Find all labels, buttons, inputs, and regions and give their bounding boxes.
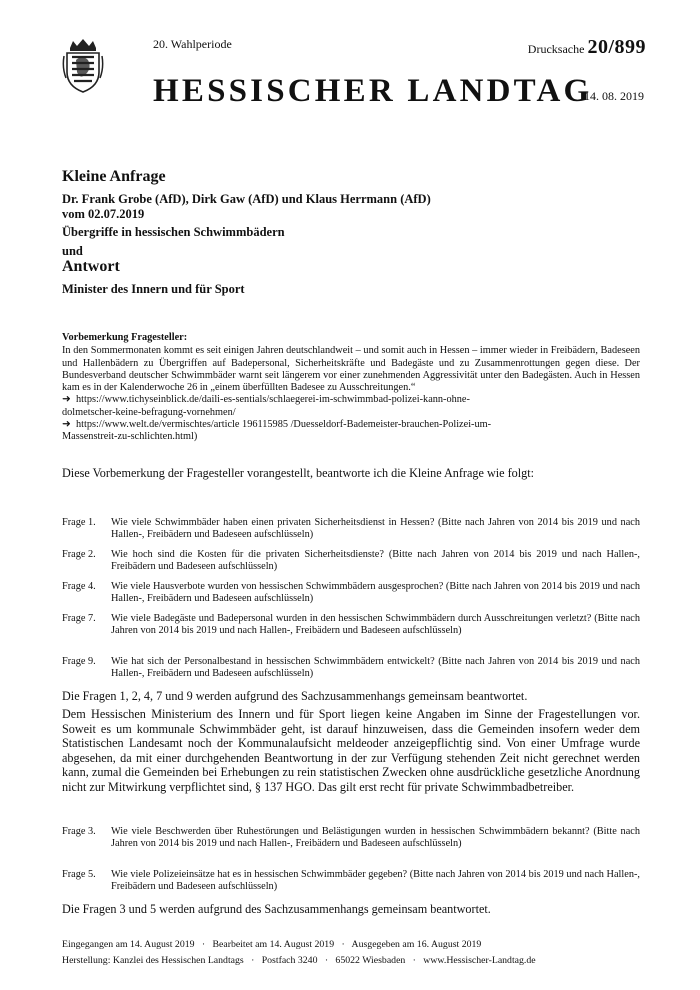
question-item xyxy=(62,869,640,894)
question-text: Wie viele Badegäste und Badepersonal wurden in den hessischen Schwimmbädern durch Ausschreitungen verletzt? (Bitte nach Jahren von 2014 bis 2019 und nach Hallen-, Freibädern und Badeseen aufschlüsseln) xyxy=(111,613,640,637)
vorbemerkung-text: In den Sommermonaten kommt es seit einigen Jahren deutschlandweit – und somit auch in Hessen – immer wieder in Freibädern, Badeseen und Hallenbädern zu Übergriffen auf Badepersonal, Sicherheitskräfte und Badegäste und zu Zusammenrottungen gegen diese. Der Bundesverband deutscher Schwimmbäder warnt seit längerem vor einer zunehmenden Aggressivität unter den Badegästen. Auch in Hessen kam es in der Kalenderwoche 26 in „einem überfüllten Badesee zu Ausschreitungen.“ xyxy=(62,345,640,394)
answer-paragraph: Dem Hessischen Ministerium des Innern und für Sport liegen keine Angaben im Sinne der Fragestellungen vor. Soweit es um kommunale Schwimmbäder geht, ist darauf hinzuweisen, dass die Gemeinden insofern weder dem Statistischen Landesamt noch der Kommunalaufsicht meldeoder anzeigepflichtig sind. Von einer Umfrage wurde abgesehen, da mit einer durchgehenden Beantwortung in der zur Verfügung stehenden Zeit nicht gerechnet werden kann, zumal die Gemeinden bei Erhebungen zu rein statistischen Zwecken ohne ausdrückliche gesetzliche Anordnung nicht zur Mitwirkung verpflichtet sind, § 137 HGO. Das gilt erst recht für private Schwimmbadbetreiber. xyxy=(62,707,640,794)
answer-intro: Die Fragen 3 und 5 werden aufgrund des Sachzusammenhangs gemeinsam beantwortet. xyxy=(62,902,491,916)
question-text: Wie viele Schwimmbäder haben einen privaten Sicherheitsdienst in Hessen? (Bitte nach Jahren von 2014 bis 2019 und nach Hallen-, Freibädern und Badeseen aufschlüsseln) xyxy=(111,517,640,541)
authors-names: Dr. Frank Grobe (AfD), Dirk Gaw (AfD) und Klaus Herrmann (AfD) xyxy=(62,192,431,206)
und-label: und xyxy=(62,244,83,258)
drucksache-label: Drucksache xyxy=(527,42,585,56)
source-link-line1: https://www.welt.de/vermischtes/article 196115985 /Duesseldorf-Bademeister-brauchen-Polizei-um- xyxy=(76,419,492,431)
question-label: Frage 4. xyxy=(62,581,96,592)
arrow-right-icon: ➜ xyxy=(62,394,71,406)
question-text: Wie hoch sind die Kosten für die privaten Sicherheitsdienste? (Bitte nach Jahren von 2014 bis 2019 und nach Hallen-, Freibädern und Badeseen aufschlüsseln) xyxy=(111,549,640,573)
question-label: Frage 5. xyxy=(62,869,96,880)
vorbemerkung xyxy=(62,332,640,444)
source-link[interactable] xyxy=(62,419,640,444)
question-item xyxy=(62,581,640,606)
minister: Minister des Innern und für Sport xyxy=(62,282,245,296)
source-link-line1: https://www.tichyseinblick.de/daili-es-sentials/schlaegerei-im-schwimmbad-polizei-kann-ohne- xyxy=(76,394,470,406)
question-item xyxy=(62,517,640,542)
answer-intro: Die Fragen 1, 2, 4, 7 und 9 werden aufgrund des Sachzusammenhangs gemeinsam beantwortet. xyxy=(62,689,528,703)
vorbemerkung-heading: Vorbemerkung Fragesteller: xyxy=(62,332,188,343)
question-text: Wie viele Beschwerden über Ruhestörungen und Belästigungen wurden in hessischen Schwimmbädern bekannt? (Bitte nach Jahren von 2014 bis 2019 und nach Hallen-, Freibädern und Badeseen aufschlüsseln) xyxy=(111,826,640,850)
footer-imprint: Herstellung: Kanzlei des Hessischen Landtags · Postfach 3240 · 65022 Wiesbaden · www.Hessischer-Landtag.de xyxy=(62,955,536,966)
source-link-line2: Massenstreit-zu-schlichten.html) xyxy=(62,431,198,443)
question-label: Frage 2. xyxy=(62,549,96,560)
question-text: Wie hat sich der Personalbestand in hessischen Schwimmbädern entwickelt? (Bitte nach Jahren von 2014 bis 2019 und nach Hallen-, Freibädern und Badeseen aufschlüsseln) xyxy=(111,656,640,680)
footer-dates: Eingegangen am 14. August 2019 · Bearbeitet am 14. August 2019 · Ausgegeben am 16. August 2019 xyxy=(62,939,482,950)
question-item xyxy=(62,549,640,574)
question-item xyxy=(62,656,640,681)
question-label: Frage 1. xyxy=(62,517,96,528)
authors xyxy=(62,192,431,222)
drucksache-number: 20/899 xyxy=(587,36,646,58)
source-link[interactable] xyxy=(62,394,640,419)
question-label: Frage 7. xyxy=(62,613,96,624)
antwort-heading: Antwort xyxy=(62,258,120,275)
hessen-coat-of-arms-icon xyxy=(62,38,104,94)
wahlperiode: 20. Wahlperiode xyxy=(153,37,232,51)
subject: Übergriffe in hessischen Schwimmbädern xyxy=(62,225,285,239)
question-text: Wie viele Hausverbote wurden von hessischen Schwimmbädern ausgesprochen? (Bitte nach Jahren von 2014 bis 2019 und nach Hallen-, Freibädern und Badeseen aufschlüsseln) xyxy=(111,581,640,605)
kleine-anfrage-heading: Kleine Anfrage xyxy=(62,168,166,185)
arrow-right-icon: ➜ xyxy=(62,419,71,431)
question-item xyxy=(62,613,640,638)
intro-paragraph: Diese Vorbemerkung der Fragesteller vorangestellt, beantworte ich die Kleine Anfrage wie folgt: xyxy=(62,466,534,480)
source-link-line2: dolmetscher-keine-befragung-vornehmen/ xyxy=(62,406,236,418)
question-label: Frage 9. xyxy=(62,656,96,667)
landtag-title: HESSISCHER LANDTAG xyxy=(153,73,593,109)
question-item xyxy=(62,826,640,851)
anfrage-date: vom 02.07.2019 xyxy=(62,207,145,221)
drucksache xyxy=(528,36,646,59)
question-text: Wie viele Polizeieinsätze hat es in hessischen Schwimmbäder gegeben? (Bitte nach Jahren von 2014 bis 2019 und nach Hallen-, Freibädern und Badeseen aufschlüsseln) xyxy=(111,869,640,893)
document-date: 14. 08. 2019 xyxy=(584,89,644,103)
question-label: Frage 3. xyxy=(62,826,96,837)
